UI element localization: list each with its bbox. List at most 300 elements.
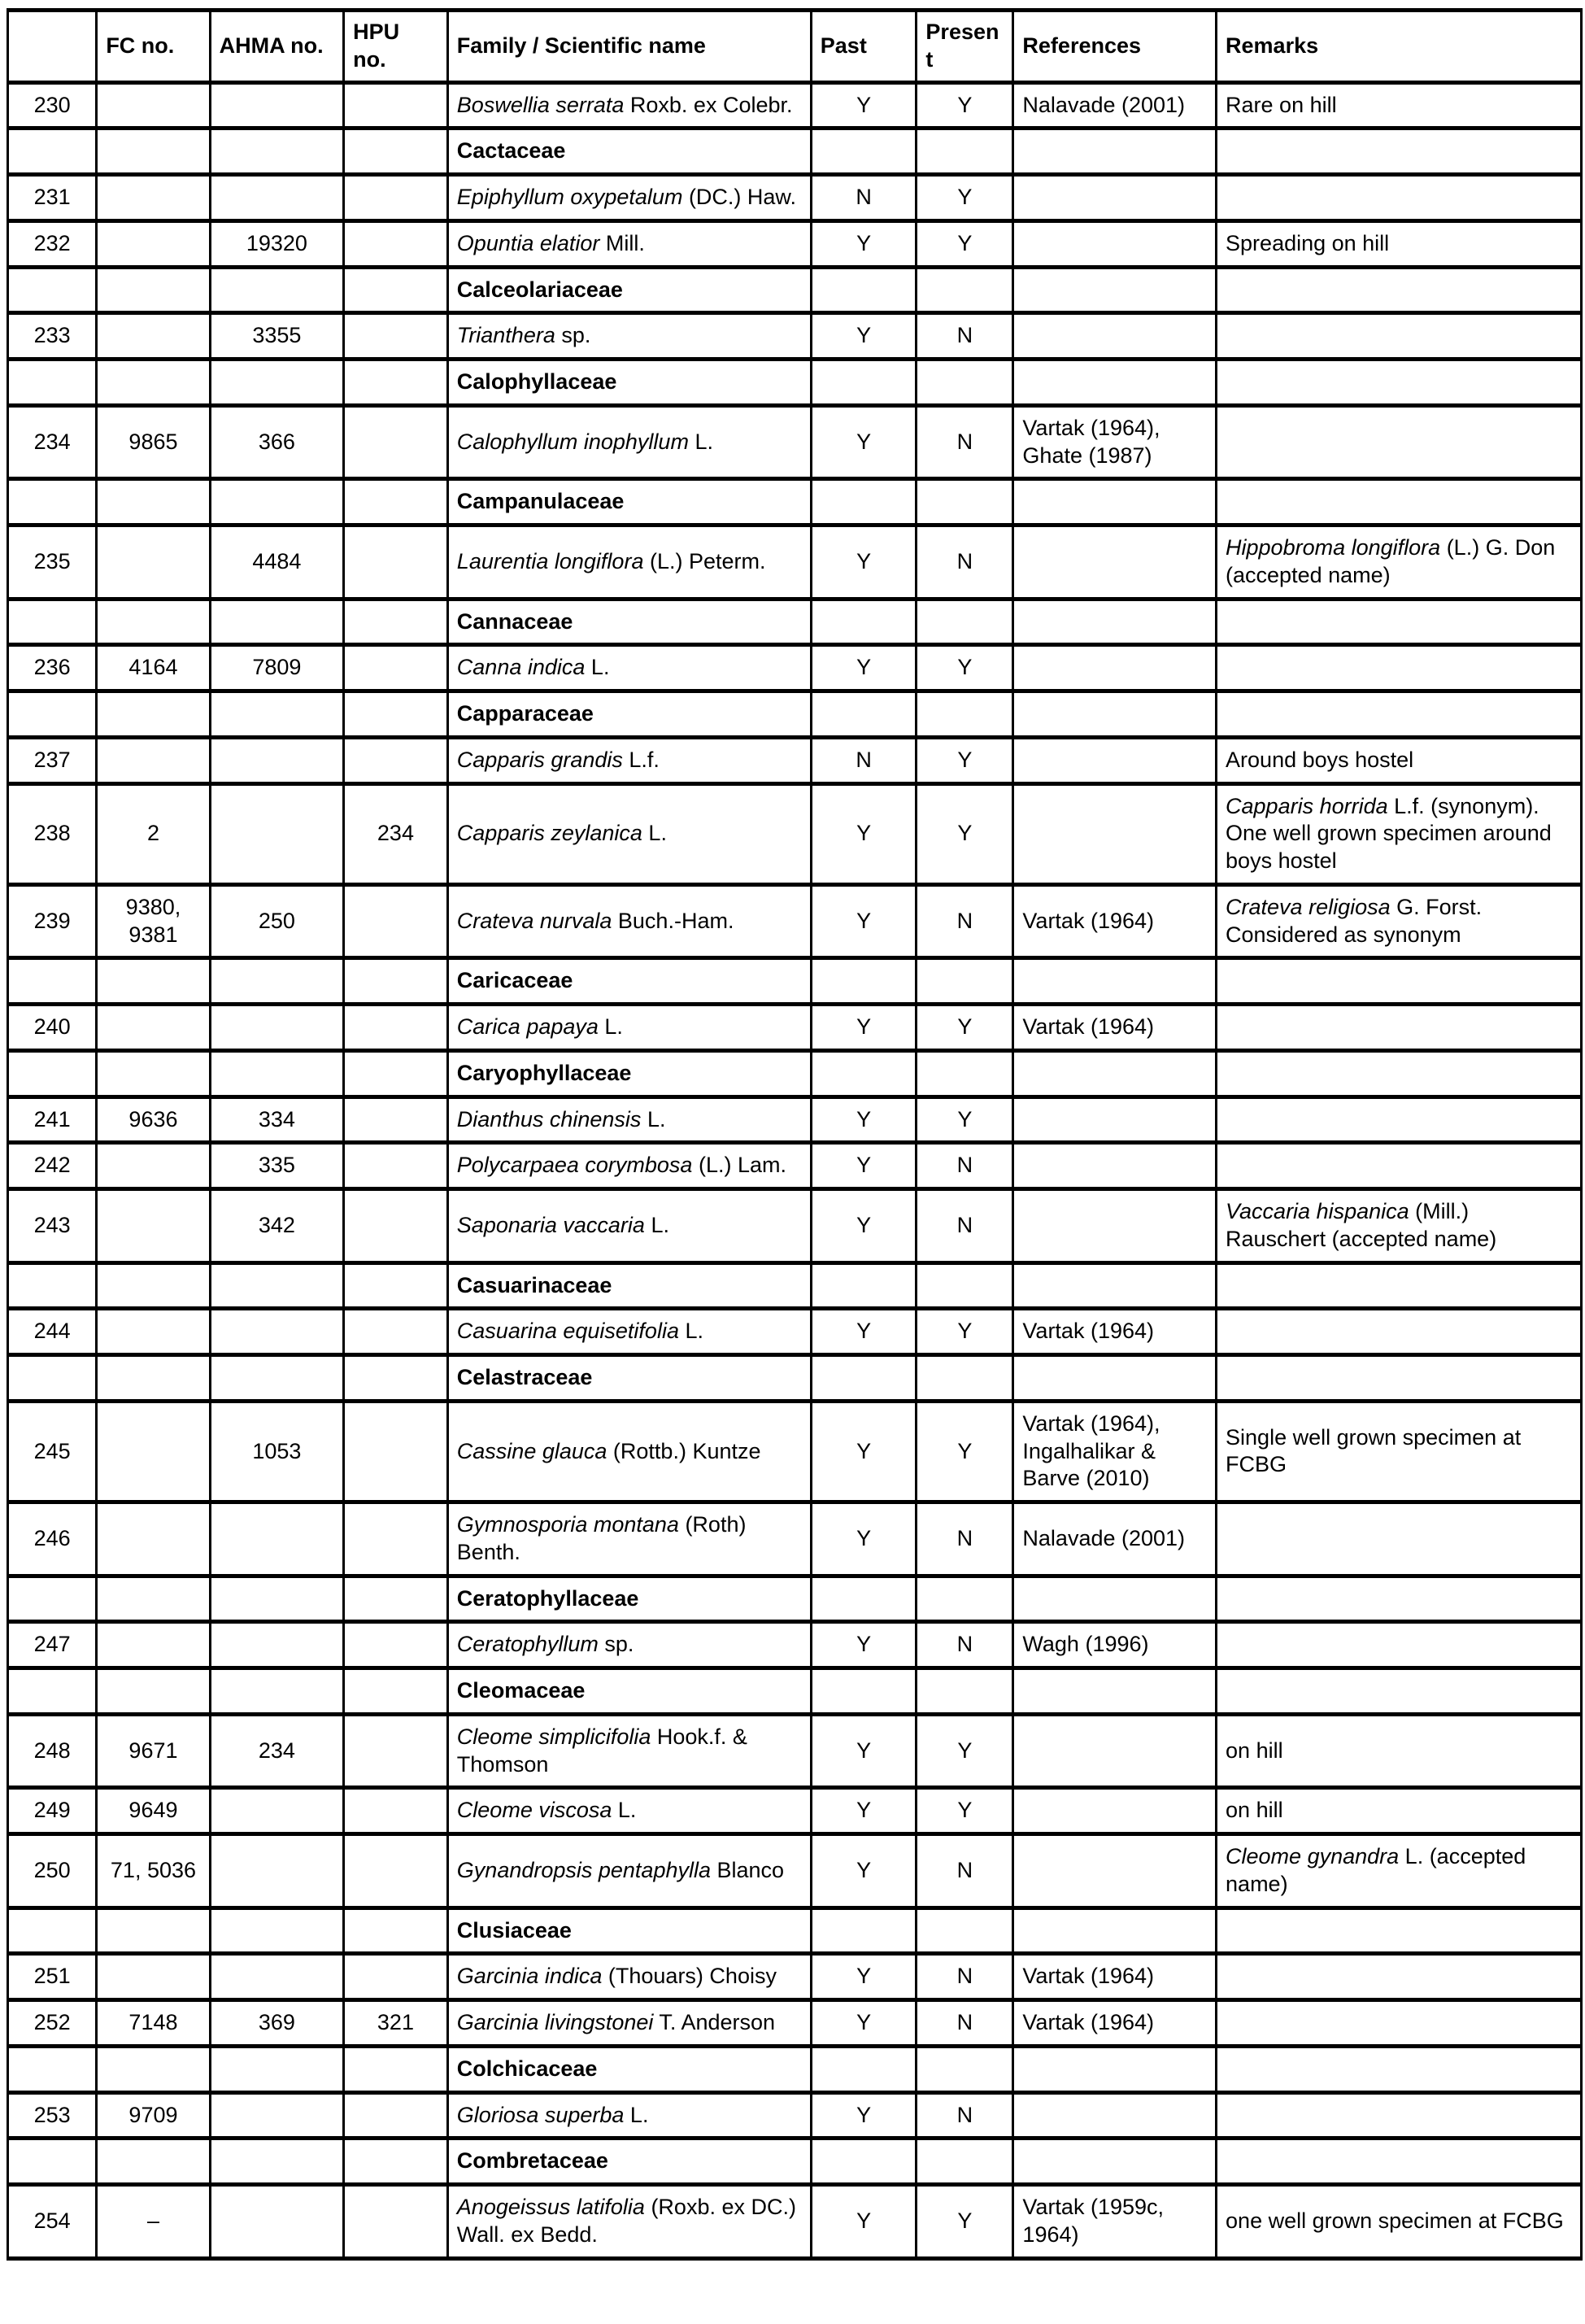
cell-refs: [1013, 1097, 1217, 1143]
species-row: [8, 2185, 1582, 2259]
cell-name: Cassine glauca (Rottb.) Kuntze: [447, 1401, 811, 1502]
family-name: Campanulaceae: [456, 489, 625, 514]
cell-fc: [97, 1005, 210, 1051]
cell-num: [8, 129, 97, 175]
cell-hpu: 321: [344, 2000, 448, 2047]
cell-present: [917, 1908, 1013, 1954]
cell-hpu: [344, 1622, 448, 1668]
cell-name: Ceratophyllum sp.: [447, 1622, 811, 1668]
cell-present: N: [917, 1622, 1013, 1668]
cell-remarks: on hill: [1217, 1788, 1582, 1834]
cell-refs: [1013, 599, 1217, 645]
cell-ahma: [210, 1622, 343, 1668]
cell-name: [447, 2046, 811, 2092]
cell-fc: [97, 599, 210, 645]
cell-fc: –: [97, 2185, 210, 2259]
cell-past: [811, 1908, 917, 1954]
scientific-name: Gymnosporia montana: [456, 1512, 679, 1537]
cell-fc: [97, 525, 210, 600]
scientific-name: Saponaria vaccaria: [456, 1212, 645, 1237]
cell-past: N: [811, 737, 917, 783]
cell-present: N: [917, 405, 1013, 479]
cell-present: [917, 958, 1013, 1005]
cell-num: 234: [8, 405, 97, 479]
cell-fc: [97, 1954, 210, 2000]
cell-remarks: Single well grown specimen at FCBG: [1217, 1401, 1582, 1502]
cell-past: N: [811, 175, 917, 221]
cell-num: 245: [8, 1401, 97, 1502]
cell-name: [447, 360, 811, 406]
cell-ahma: [210, 1005, 343, 1051]
family-row: [8, 267, 1582, 313]
cell-past: [811, 691, 917, 738]
scientific-name: Dianthus chinensis: [456, 1106, 642, 1131]
cell-ahma: [210, 1576, 343, 1622]
species-row: [8, 2092, 1582, 2139]
cell-num: 242: [8, 1143, 97, 1189]
cell-num: [8, 2046, 97, 2092]
cell-refs: [1013, 2092, 1217, 2139]
cell-ahma: 342: [210, 1189, 343, 1263]
species-row: [8, 1005, 1582, 1051]
cell-hpu: [344, 2139, 448, 2185]
cell-hpu: [344, 2092, 448, 2139]
cell-num: 254: [8, 2185, 97, 2259]
cell-past: Y: [811, 1502, 917, 1576]
species-row: [8, 783, 1582, 884]
cell-hpu: [344, 1788, 448, 1834]
species-row: [8, 175, 1582, 221]
cell-refs: [1013, 129, 1217, 175]
cell-num: [8, 360, 97, 406]
cell-ahma: [210, 2139, 343, 2185]
cell-num: 236: [8, 645, 97, 691]
cell-remarks: Around boys hostel: [1217, 737, 1582, 783]
cell-refs: [1013, 691, 1217, 738]
scientific-name: Epiphyllum oxypetalum: [456, 185, 683, 209]
cell-refs: [1013, 737, 1217, 783]
cell-refs: [1013, 1908, 1217, 1954]
cell-name: Carica papaya L.: [447, 1005, 811, 1051]
cell-refs: [1013, 1355, 1217, 1402]
cell-hpu: [344, 1262, 448, 1309]
cell-fc: [97, 1576, 210, 1622]
family-row: [8, 1050, 1582, 1097]
cell-refs: [1013, 1714, 1217, 1788]
cell-hpu: [344, 958, 448, 1005]
cell-present: N: [917, 1834, 1013, 1908]
cell-fc: 9865: [97, 405, 210, 479]
cell-present: [917, 267, 1013, 313]
family-name: Cactaceae: [456, 138, 566, 164]
cell-remarks: Vaccaria hispanica (Mill.) Rauschert (accepted name): [1217, 1189, 1582, 1263]
family-name: Calceolariaceae: [456, 277, 623, 302]
cell-num: 241: [8, 1097, 97, 1143]
cell-present: [917, 2139, 1013, 2185]
cell-hpu: [344, 691, 448, 738]
cell-hpu: [344, 884, 448, 958]
cell-past: [811, 2046, 917, 2092]
cell-num: [8, 1050, 97, 1097]
cell-remarks: [1217, 1050, 1582, 1097]
cell-hpu: [344, 129, 448, 175]
cell-num: 249: [8, 1788, 97, 1834]
cell-past: Y: [811, 2092, 917, 2139]
cell-past: Y: [811, 2000, 917, 2047]
cell-present: N: [917, 2092, 1013, 2139]
cell-present: Y: [917, 175, 1013, 221]
cell-num: 231: [8, 175, 97, 221]
cell-fc: [97, 2046, 210, 2092]
cell-refs: Wagh (1996): [1013, 1622, 1217, 1668]
family-row: [8, 479, 1582, 525]
cell-present: Y: [917, 1788, 1013, 1834]
cell-num: 232: [8, 220, 97, 267]
family-name: Combretaceae: [456, 2148, 608, 2174]
scientific-name: Carica papaya: [456, 1014, 599, 1039]
family-name: Calophyllaceae: [456, 369, 617, 394]
cell-fc: 9380, 9381: [97, 884, 210, 958]
cell-remarks: [1217, 1309, 1582, 1355]
cell-remarks: [1217, 691, 1582, 738]
cell-hpu: [344, 2046, 448, 2092]
cell-name: Calophyllum inophyllum L.: [447, 405, 811, 479]
cell-remarks: [1217, 2139, 1582, 2185]
cell-hpu: [344, 2185, 448, 2259]
cell-name: [447, 129, 811, 175]
cell-past: Y: [811, 1401, 917, 1502]
cell-refs: [1013, 525, 1217, 600]
cell-remarks: [1217, 267, 1582, 313]
table-body: [8, 82, 1582, 2258]
cell-ahma: [210, 1834, 343, 1908]
cell-ahma: 4484: [210, 525, 343, 600]
species-row: [8, 525, 1582, 600]
scientific-name: Cleome simplicifolia: [456, 1724, 651, 1749]
cell-ahma: [210, 599, 343, 645]
remark-scientific-name: Capparis horrida: [1226, 793, 1388, 818]
family-row: [8, 1908, 1582, 1954]
cell-remarks: Capparis horrida L.f. (synonym). One well grown specimen around boys hostel: [1217, 783, 1582, 884]
cell-present: [917, 479, 1013, 525]
family-name: Ceratophyllaceae: [456, 1585, 639, 1611]
cell-hpu: [344, 1401, 448, 1502]
cell-fc: 9649: [97, 1788, 210, 1834]
cell-refs: [1013, 1834, 1217, 1908]
cell-past: [811, 1050, 917, 1097]
cell-past: Y: [811, 525, 917, 600]
cell-num: 244: [8, 1309, 97, 1355]
family-name: Colchicaceae: [456, 2056, 598, 2081]
cell-present: [917, 360, 1013, 406]
species-row: [8, 405, 1582, 479]
cell-fc: 7148: [97, 2000, 210, 2047]
cell-ahma: 3355: [210, 313, 343, 360]
cell-ahma: [210, 360, 343, 406]
cell-hpu: [344, 1355, 448, 1402]
cell-remarks: one well grown specimen at FCBG: [1217, 2185, 1582, 2259]
cell-ahma: [210, 129, 343, 175]
cell-refs: [1013, 2046, 1217, 2092]
cell-fc: [97, 2139, 210, 2185]
cell-remarks: [1217, 129, 1582, 175]
cell-refs: [1013, 1788, 1217, 1834]
cell-past: [811, 479, 917, 525]
cell-hpu: [344, 313, 448, 360]
family-name: Caricaceae: [456, 968, 573, 993]
species-row: [8, 82, 1582, 129]
cell-name: [447, 599, 811, 645]
scientific-name: Trianthera: [456, 323, 555, 348]
cell-present: Y: [917, 1005, 1013, 1051]
family-row: [8, 360, 1582, 406]
cell-ahma: [210, 958, 343, 1005]
cell-num: 237: [8, 737, 97, 783]
cell-fc: [97, 1262, 210, 1309]
cell-refs: [1013, 1050, 1217, 1097]
cell-num: 251: [8, 1954, 97, 2000]
cell-present: [917, 129, 1013, 175]
cell-fc: [97, 1502, 210, 1576]
cell-refs: Vartak (1964), Ingalhalikar & Barve (2010): [1013, 1401, 1217, 1502]
cell-past: Y: [811, 1954, 917, 2000]
cell-present: [917, 691, 1013, 738]
cell-name: Trianthera sp.: [447, 313, 811, 360]
cell-ahma: 366: [210, 405, 343, 479]
cell-num: [8, 267, 97, 313]
cell-remarks: [1217, 2046, 1582, 2092]
cell-name: [447, 691, 811, 738]
cell-fc: [97, 737, 210, 783]
family-name: Clusiaceae: [456, 1917, 572, 1942]
cell-hpu: [344, 1668, 448, 1715]
cell-refs: Vartak (1964): [1013, 1954, 1217, 2000]
cell-name: Crateva nurvala Buch.-Ham.: [447, 884, 811, 958]
cell-fc: [97, 1309, 210, 1355]
cell-remarks: Cleome gynandra L. (accepted name): [1217, 1834, 1582, 1908]
cell-present: Y: [917, 2185, 1013, 2259]
cell-num: 239: [8, 884, 97, 958]
cell-hpu: [344, 479, 448, 525]
cell-name: Cleome simplicifolia Hook.f. & Thomson: [447, 1714, 811, 1788]
cell-ahma: [210, 691, 343, 738]
cell-remarks: Spreading on hill: [1217, 220, 1582, 267]
family-name: Capparaceae: [456, 701, 594, 726]
cell-present: N: [917, 1954, 1013, 2000]
cell-hpu: [344, 1908, 448, 1954]
cell-hpu: [344, 1005, 448, 1051]
cell-present: N: [917, 1189, 1013, 1263]
family-name: Cannaceae: [456, 608, 573, 634]
cell-ahma: [210, 783, 343, 884]
cell-name: Anogeissus latifolia (Roxb. ex DC.) Wall. ex Bedd.: [447, 2185, 811, 2259]
family-row: [8, 129, 1582, 175]
scientific-name: Calophyllum inophyllum: [456, 429, 689, 454]
cell-hpu: [344, 1502, 448, 1576]
cell-refs: [1013, 360, 1217, 406]
scientific-name: Ceratophyllum: [456, 1632, 599, 1657]
cell-ahma: [210, 2185, 343, 2259]
scientific-name: Gynandropsis pentaphylla: [456, 1857, 711, 1882]
cell-num: [8, 1908, 97, 1954]
cell-fc: [97, 1355, 210, 1402]
cell-name: Capparis grandis L.f.: [447, 737, 811, 783]
cell-past: Y: [811, 313, 917, 360]
column-header-fc: FC no.: [97, 11, 210, 83]
cell-num: [8, 479, 97, 525]
cell-past: [811, 2139, 917, 2185]
species-row: [8, 1097, 1582, 1143]
species-row: [8, 1954, 1582, 2000]
cell-name: Garcinia livingstonei T. Anderson: [447, 2000, 811, 2047]
cell-present: Y: [917, 737, 1013, 783]
scientific-name: Capparis zeylanica: [456, 821, 642, 846]
cell-past: Y: [811, 783, 917, 884]
cell-present: N: [917, 313, 1013, 360]
cell-name: Capparis zeylanica L.: [447, 783, 811, 884]
cell-num: 248: [8, 1714, 97, 1788]
cell-hpu: [344, 1714, 448, 1788]
species-row: [8, 1788, 1582, 1834]
cell-refs: [1013, 220, 1217, 267]
family-row: [8, 958, 1582, 1005]
species-row: [8, 1502, 1582, 1576]
cell-remarks: [1217, 405, 1582, 479]
cell-name: Gymnosporia montana (Roth) Benth.: [447, 1502, 811, 1576]
species-row: [8, 1714, 1582, 1788]
cell-present: Y: [917, 1401, 1013, 1502]
cell-fc: [97, 1908, 210, 1954]
cell-present: Y: [917, 220, 1013, 267]
cell-num: 247: [8, 1622, 97, 1668]
cell-present: Y: [917, 783, 1013, 884]
cell-present: [917, 1050, 1013, 1097]
cell-num: 230: [8, 82, 97, 129]
cell-past: Y: [811, 1309, 917, 1355]
cell-num: [8, 2139, 97, 2185]
cell-fc: 9709: [97, 2092, 210, 2139]
cell-ahma: [210, 1788, 343, 1834]
scientific-name: Capparis grandis: [456, 747, 623, 772]
cell-past: [811, 1355, 917, 1402]
cell-num: [8, 599, 97, 645]
family-row: [8, 1576, 1582, 1622]
header-row: [8, 11, 1582, 83]
cell-past: [811, 1668, 917, 1715]
cell-fc: [97, 1668, 210, 1715]
cell-remarks: [1217, 1668, 1582, 1715]
scientific-name: Canna indica: [456, 655, 586, 680]
cell-ahma: [210, 1262, 343, 1309]
scientific-name: Boswellia serrata: [456, 92, 625, 117]
cell-fc: [97, 267, 210, 313]
cell-past: [811, 1262, 917, 1309]
cell-past: [811, 267, 917, 313]
flora-checklist-table: [7, 8, 1583, 2261]
cell-ahma: [210, 82, 343, 129]
species-row: [8, 737, 1582, 783]
cell-past: [811, 958, 917, 1005]
cell-ahma: [210, 175, 343, 221]
cell-num: 253: [8, 2092, 97, 2139]
column-header-hpu: HPU no.: [344, 11, 448, 83]
cell-hpu: [344, 1189, 448, 1263]
cell-remarks: [1217, 645, 1582, 691]
cell-name: Gloriosa superba L.: [447, 2092, 811, 2139]
cell-name: Opuntia elatior Mill.: [447, 220, 811, 267]
cell-hpu: [344, 1143, 448, 1189]
cell-fc: [97, 1050, 210, 1097]
cell-present: Y: [917, 645, 1013, 691]
cell-name: Epiphyllum oxypetalum (DC.) Haw.: [447, 175, 811, 221]
family-row: [8, 691, 1582, 738]
cell-fc: [97, 1189, 210, 1263]
cell-fc: 71, 5036: [97, 1834, 210, 1908]
cell-fc: [97, 220, 210, 267]
cell-hpu: [344, 1097, 448, 1143]
cell-name: [447, 1355, 811, 1402]
cell-ahma: [210, 737, 343, 783]
cell-num: 243: [8, 1189, 97, 1263]
family-row: [8, 1668, 1582, 1715]
cell-name: [447, 1262, 811, 1309]
cell-remarks: [1217, 1097, 1582, 1143]
cell-hpu: [344, 220, 448, 267]
column-header-num: [8, 11, 97, 83]
cell-name: Laurentia longiflora (L.) Peterm.: [447, 525, 811, 600]
remark-scientific-name: Hippobroma longiflora: [1226, 535, 1441, 560]
family-row: [8, 599, 1582, 645]
cell-name: Casuarina equisetifolia L.: [447, 1309, 811, 1355]
cell-name: Gynandropsis pentaphylla Blanco: [447, 1834, 811, 1908]
cell-remarks: [1217, 1262, 1582, 1309]
cell-fc: [97, 479, 210, 525]
scientific-name: Garcinia indica: [456, 1964, 603, 1989]
cell-name: Garcinia indica (Thouars) Choisy: [447, 1954, 811, 2000]
cell-ahma: 1053: [210, 1401, 343, 1502]
cell-num: 235: [8, 525, 97, 600]
column-header-past: Past: [811, 11, 917, 83]
cell-remarks: [1217, 1622, 1582, 1668]
cell-refs: [1013, 313, 1217, 360]
cell-hpu: [344, 175, 448, 221]
cell-fc: 4164: [97, 645, 210, 691]
cell-name: [447, 479, 811, 525]
scientific-name: Garcinia livingstonei: [456, 2010, 654, 2034]
cell-hpu: [344, 1834, 448, 1908]
cell-past: Y: [811, 1788, 917, 1834]
cell-ahma: 250: [210, 884, 343, 958]
cell-present: Y: [917, 1097, 1013, 1143]
cell-ahma: 335: [210, 1143, 343, 1189]
cell-refs: [1013, 783, 1217, 884]
cell-past: Y: [811, 82, 917, 129]
cell-ahma: [210, 1355, 343, 1402]
cell-past: Y: [811, 405, 917, 479]
species-row: [8, 313, 1582, 360]
cell-name: Polycarpaea corymbosa (L.) Lam.: [447, 1143, 811, 1189]
family-name: Celastraceae: [456, 1365, 593, 1389]
cell-refs: [1013, 2139, 1217, 2185]
cell-past: Y: [811, 1005, 917, 1051]
cell-present: [917, 1262, 1013, 1309]
species-row: [8, 1401, 1582, 1502]
cell-refs: Nalavade (2001): [1013, 1502, 1217, 1576]
cell-num: [8, 958, 97, 1005]
cell-hpu: 234: [344, 783, 448, 884]
cell-present: N: [917, 1502, 1013, 1576]
cell-num: [8, 691, 97, 738]
